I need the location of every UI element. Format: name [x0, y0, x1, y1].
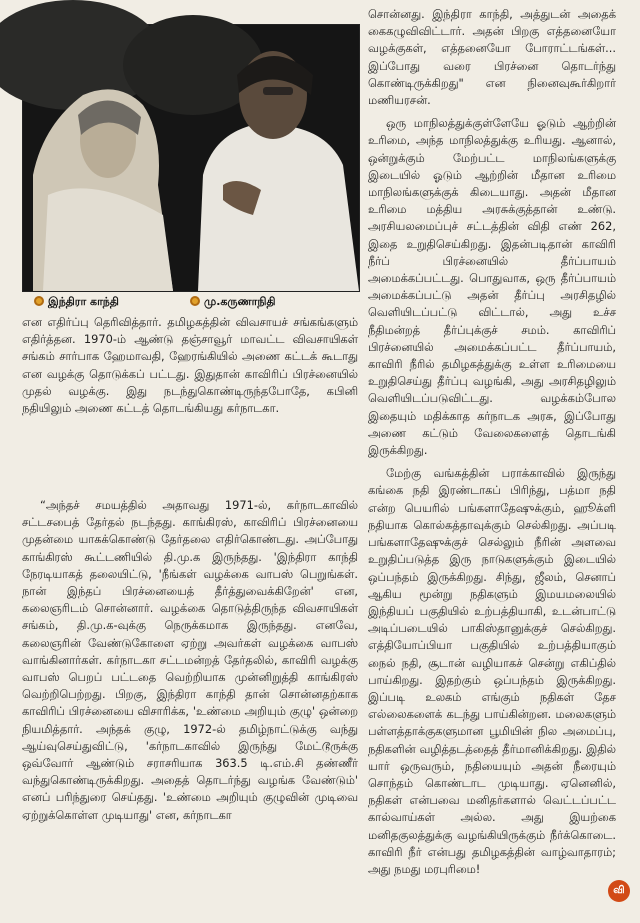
caption-left-text: இந்திரா காந்தி [48, 295, 119, 308]
right-column [368, 6, 616, 876]
photo [22, 24, 360, 292]
page-number-badge: வி [608, 880, 630, 902]
photo-captions [22, 293, 358, 313]
caption-right-text: மு.கருணாநிதி [204, 295, 276, 308]
paragraph: என எதிர்ப்பு தெரிவித்தார். தமிழகத்தின் விவசாயச் சங்கங்களும் எதிர்த்தன. 1970-ம் ஆண்டு தஞ்சாவூர் மாவட்ட விவசாயிகள் சங்கம் சார்பாக ஹேமாவதி, ஹேரங்கியில் அணை கட்டக் கூடாது என வழக்கு தொடுக்கப் பட்டது. இதுதான் காவிரிப் பிரச்னையில் முதல் வழக்கு. இது நடந்துகொண்டிருந்தபோதே, கபினி நதியிலும் அணை கட்டத் தொடங்கியது கர்நாடகா. [22, 315, 358, 416]
paragraph: ஒரு மாநிலத்துக்குள்ளேயே ஓடும் ஆற்றின் உரிமை, அந்த மாநிலத்துக்கு உரியது. ஆனால், ஒன்றுக்கும் மேற்பட்ட மாநிலங்களுக்கு இடையில் ஓடும் ஆற்றின் மீதான உரிமை மாநிலங்களுக்குக் கிடையாது. அதன் மீதான உரிமை மத்திய அரசுக்குத்தான் உண்டு. அரசியலமைப்புச் சட்டத்தின் விதி எண் 262, இதை உறுதிசெய்கிறது. இதன்படிதான் காவிரி நீர்ப் பிரச்னையில் தீர்ப்பாயம் அமைக்கப்பட்டது. பொதுவாக, ஒரு தீர்ப்பாயம் அமைக்கப்பட்டு அதன் தீர்ப்பு அரசிதழில் வெளியிடப்பட்டு விட்டால், அது உச்ச நீதிமன்றத் தீர்ப்புக்குச் சமம். காவிரிப் பிரச்னையில் அமைக்கப்பட்ட தீர்ப்பாயம், காவிரி நீரில் தமிழகத்துக்கு உள்ள உரிமையை உறுதிசெய்து தீர்ப்பு வழங்கி, அது அரசிதழிலும் வெளியிடப்படுவிட்டது. வழக்கம்போல இதையும் மதிக்காத கர்நாடக அரசு, இப்போது அணை கட்டும் வேலைகளைத் தொடங்கி இருக்கிறது. [368, 116, 616, 458]
photo-image [23, 25, 359, 291]
caption-right [190, 295, 276, 310]
caption-bullet-icon [34, 296, 44, 306]
paragraph: “அந்தச் சமயத்தில் அதாவது 1971-ல், கர்நாடகாவில் சட்டசபைத் தேர்தல் நடந்தது. காங்கிரஸ், காவிரிப் பிரச்னையை முதன்மை யாகக்கொண்டு தேர்தலை எதிர்கொண்டது. அப்போது காங்கிரஸ் கூட்டணியில் தி.மு.க இருந்தது. 'இந்திரா காந்தி நேரடியாகத் தலையிட்டு, 'நீங்கள் வழக்கை வாபஸ் பெறுங்கள். நான் இந்தப் பிரச்னையைத் தீர்த்துவைக்கிறேன்' என, கலைஞரிடம் சொன்னார். வழக்கை தொடுத்திருந்த விவசாயிகள் சங்கம், தி.மு.க-வுக்கு நெருக்கமாக இருந்தது. எனவே, கலைஞரின் வேண்டுகோளை ஏற்று அவர்கள் வழக்கை வாபஸ் வாங்கினார்கள். கர்நாடகா சட்டமன்றத் தேர்தலில், காவிரி வழக்கு வாபஸ் பெறப் பட்டதை வெற்றியாக முன்னிறுத்தி காங்கிரஸ் வெற்றிபெற்றது. பிறகு, இந்திரா காந்தி தான் சொன்னதற்காக காவிரிப் பிரச்னையை விசாரிக்க, 'உண்மை அறியும் குழு' ஒன்றை நியமித்தார். அந்தக் குழு, 1972-ல் தமிழ்நாட்டுக்கு வந்து ஆய்வுசெய்துவிட்டு, 'கர்நாடகாவில் இருந்து மேட்டூருக்கு ஒவ்வோர் ஆண்டும் சராசரியாக 363.5 டி.எம்.சி தண்ணீர் வந்துகொண்டிருக்கிறது. அதைத் தொடர்ந்து வழங்க வேண்டும்' எனப் பரிந்துரை செய்தது. 'உண்மை அறியும் குழுவின் முடிவை ஏற்றுக்கொள்ள முடியாது' என, கர்நாடகா [22, 498, 358, 822]
caption-left [34, 295, 119, 310]
paragraph: மேற்கு வங்கத்தின் பராக்காவில் இருந்து கங்கை நதி இரண்டாகப் பிரிந்து, பத்மா நதி என்ற பெயரில் பங்களாதேஷுக்கும், ஹூக்ளி நதியாக கொல்கத்தாவுக்கும் செல்கிறது. அப்படி பங்களாதேஷுக்குச் செல்லும் நீரின் அளவை உறுதிப்படுத்த இரு நாடுகளுக்கும் இடையில் ஒப்பந்தம் இருக்கிறது. சிந்து, ஜீலம், செனாப் ஆகிய மூன்று நதிகளும் இமயமலையில் இந்தியப் பகுதியில் உற்பத்தியாகி, உடன்பாட்டு அடிப்படையில் பாகிஸ்தானுக்குச் செல்கிறது. எத்தியோப்பியா பகுதியில் உற்பத்தியாகும் நைல் நதி, சூடான் வழியாகச் சென்று எகிப்தில் பாய்கிறது. இதற்கும் ஒப்பந்தம் இருக்கிறது. இப்படி உலகம் எங்கும் நதிகள் தேச எல்லைகளைக் கடந்து பாய்கின்றன. மலைகளும் பள்ளத்தாக்குகளுமான பூமியின் நில அமைப்பு, நதிகளின் வழித்தடத்தைத் தீர்மானிக்கிறது. இதில் யார் ஒருவரும், நதியையும் அதன் நீரையும் சொந்தம் கொண்டாட முடியாது. ஏனெனில், நதிகள் என்பவை மனிதர்களால் வெட்டப்பட்ட கால்வாய்கள் அல்ல. அது இயற்கை மனிதகுலத்துக்கு வழங்கியிருக்கும் நீர்க்கொடை. காவிரி நீர் என்பது தமிழகத்தின் வாழ்வாதாரம்; அது நமது மரபுரிமை! [368, 466, 616, 876]
paragraph: சொன்னது. இந்திரா காந்தி, அத்துடன் அதைக் கைகழுவிவிட்டார். அதன் பிறகு எத்தனையோ வழக்குகள், எத்தனையோ போராட்டங்கள்... இப்போது வரை பிரச்னை தொடர்ந்து கொண்டிருக்கிறது" என நினைவுகூர்கிறார் மணியரசன். [368, 7, 616, 108]
left-column-lower [22, 497, 358, 919]
caption-bullet-icon [190, 296, 200, 306]
left-column-upper [22, 314, 358, 494]
